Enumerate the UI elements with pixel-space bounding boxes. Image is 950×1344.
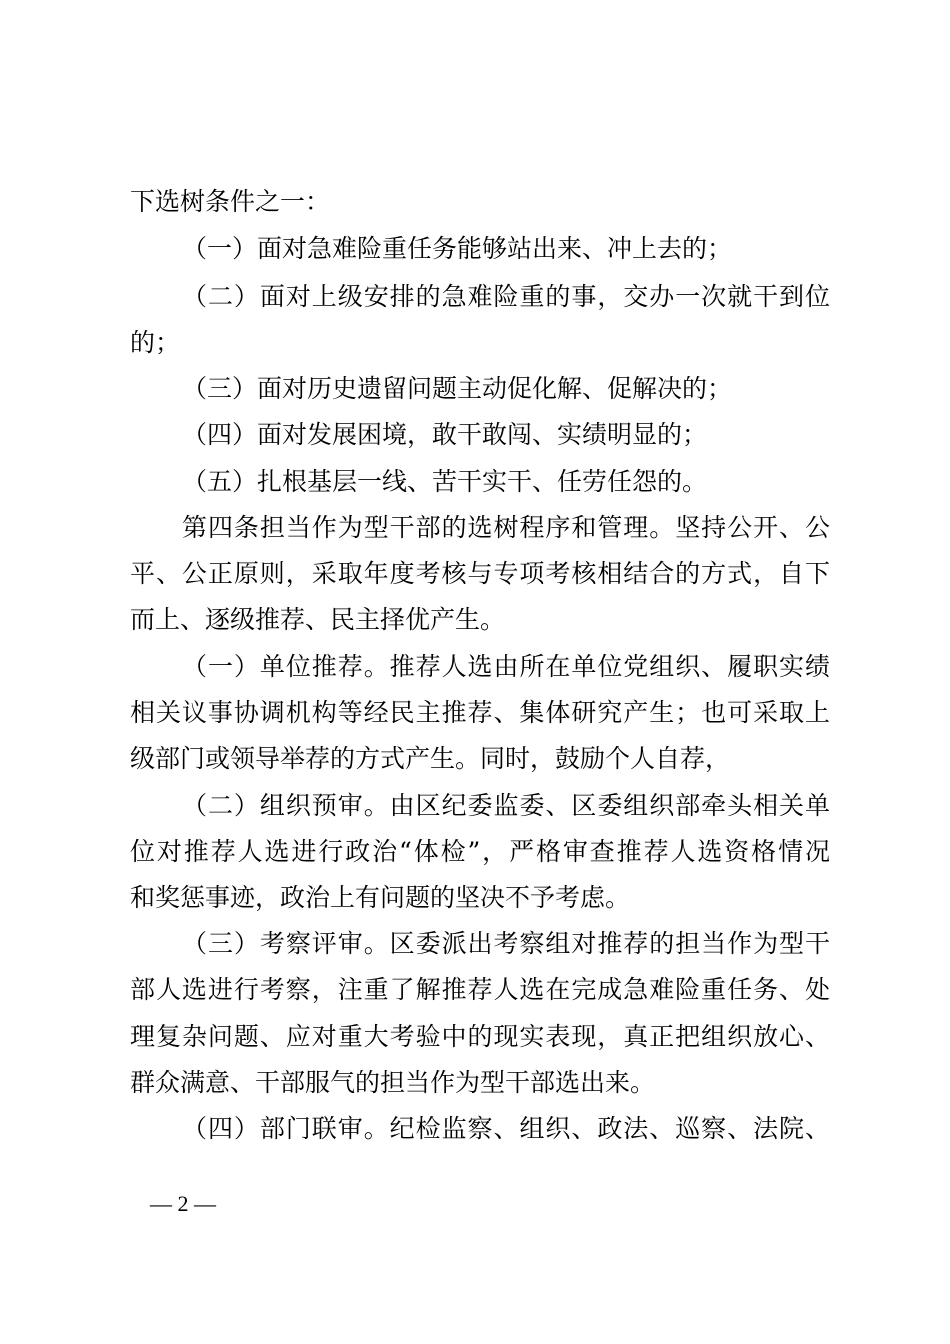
page-number: — 2 —	[150, 1191, 216, 1216]
paragraph-line-1: 下选树条件之一：	[130, 187, 331, 216]
paragraph-line-2: （一）面对急难险重任务能够站出来、冲上去的；	[182, 234, 733, 263]
paragraph-line-13: 级部门或领导举荐的方式产生。同时，鼓励个人自荐，	[130, 744, 731, 773]
paragraph-line-5: （三）面对历史遗留问题主动促化解、促解决的；	[182, 374, 733, 403]
paragraph-line-18: 部人选进行考察，注重了解推荐人选在完成急难险重任务、处	[130, 975, 830, 1004]
paragraph-line-7: （五）扎根基层一线、苦干实干、任劳任怨的。	[182, 467, 708, 496]
paragraph-line-4: 的；	[130, 328, 181, 357]
paragraph-line-14: （二）组织预审。由区纪委监委、区委组织部牵头相关单	[182, 791, 830, 820]
paragraph-line-12: 相关议事协调机构等经民主推荐、集体研究产生；也可采取上	[130, 698, 830, 727]
paragraph-line-21: （四）部门联审。纪检监察、组织、政法、巡察、法院、	[182, 1114, 830, 1143]
paragraph-line-16: 和奖惩事迹，政治上有问题的坚决不予考虑。	[130, 883, 631, 912]
paragraph-line-6: （四）面对发展困境，敢干敢闯、实绩明显的；	[182, 420, 708, 449]
paragraph-line-8: 第四条担当作为型干部的选树程序和管理。坚持公开、公	[182, 513, 830, 542]
paragraph-line-20: 群众满意、干部服气的担当作为型干部选出来。	[130, 1068, 656, 1097]
paragraph-line-17: （三）考察评审。区委派出考察组对推荐的担当作为型干	[182, 929, 830, 958]
paragraph-line-11: （一）单位推荐。推荐人选由所在单位党组织、履职实绩	[182, 652, 830, 681]
paragraph-line-10: 而上、逐级推荐、民主择优产生。	[130, 605, 506, 634]
paragraph-line-9: 平、公正原则，采取年度考核与专项考核相结合的方式，自下	[130, 559, 830, 588]
paragraph-line-19: 理复杂问题、应对重大考验中的现实表现，真正把组织放心、	[130, 1022, 830, 1051]
paragraph-line-3: （二）面对上级安排的急难险重的事，交办一次就干到位	[182, 282, 830, 311]
paragraph-line-15: 位对推荐人选进行政治“体检”，严格审查推荐人选资格情况	[130, 837, 830, 866]
